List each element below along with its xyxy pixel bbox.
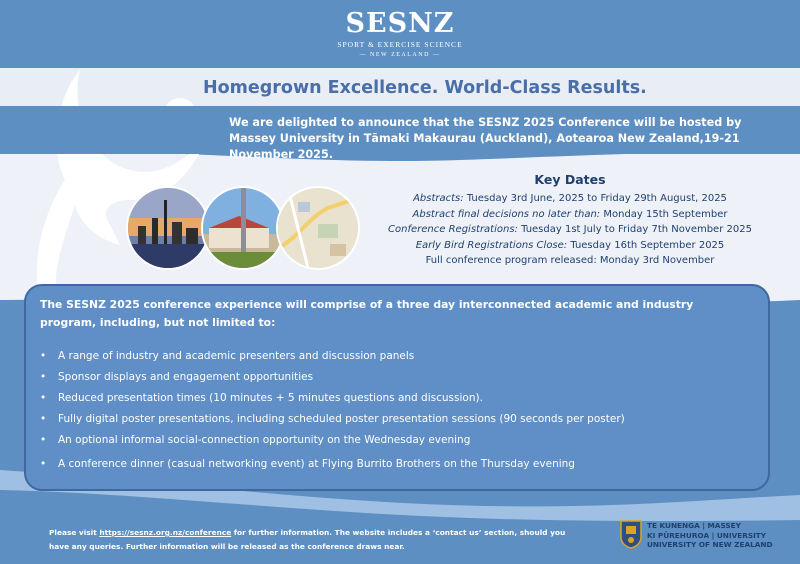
bullet-icon: • <box>40 413 47 425</box>
campus-building-photo <box>201 186 285 270</box>
key-date-value: Tuesday 1st July to Friday 7th November 2025 <box>517 224 752 235</box>
key-dates-section <box>380 172 760 269</box>
massey-line-3: UNIVERSITY OF NEW ZEALAND <box>647 540 773 549</box>
key-date-value: Monday 15th September <box>600 208 728 220</box>
program-list-item: • A range of industry and academic presenters and discussion panels <box>40 346 625 367</box>
announcement-band <box>0 106 800 161</box>
massey-line-1: TE KUNENGA | MASSEY <box>647 521 741 530</box>
program-list-item: • Reduced presentation times (10 minutes + 5 minutes questions and discussion). <box>40 388 625 409</box>
key-date-label: Abstracts: <box>413 193 464 204</box>
program-intro: The SESNZ 2025 conference experience will comprise of a three day interconnected academic and industry program, including, but not limited to: <box>40 298 694 329</box>
key-date-row <box>380 238 760 254</box>
conference-link[interactable]: https://sesnz.org.nz/conference <box>99 528 232 537</box>
key-date-label: Early Bird Registrations Close: <box>415 239 568 251</box>
massey-text <box>647 521 773 550</box>
bullet-icon: • <box>40 434 47 446</box>
massey-line-2: KI PŪREHUROA | UNIVERSITY <box>647 530 767 540</box>
key-date-row <box>380 191 760 207</box>
sesnz-logo <box>0 8 800 58</box>
program-box <box>24 284 770 491</box>
key-date-value: Tuesday 3rd June, 2025 to Friday 29th August, 2025 <box>463 193 727 204</box>
key-date-row <box>380 222 760 238</box>
bullet-icon: • <box>40 350 47 362</box>
announcement-text: We are delighted to announce that the SESNZ 2025 Conference will be hosted by Massey University in Tāmaki Makaurau (Auckland), Aotearoa New Zealand,19-21 November 2025. <box>229 116 742 161</box>
logo-country: — NEW ZEALAND — <box>359 52 441 58</box>
program-list <box>40 346 625 475</box>
key-dates-title: Key Dates <box>534 172 606 187</box>
key-date-label: Abstract final decisions no later than: <box>412 208 601 220</box>
key-date-value: Full conference program released: Monday 3rd November <box>425 255 715 266</box>
key-date-value: Tuesday 16th September 2025 <box>567 239 725 251</box>
campus-map-image <box>276 186 360 270</box>
key-date-label: Conference Registrations: <box>388 224 518 235</box>
program-list-item: • Sponsor displays and engagement opportunities <box>40 367 625 388</box>
massey-crest-icon <box>620 519 642 549</box>
key-date-row <box>380 253 760 269</box>
footer-text: Please visit https://sesnz.org.nz/conference for further information. The website includes a ‘contact us’ section, should you have any queries. Further information will be released as the conference draws near. <box>49 528 566 551</box>
bullet-icon: • <box>40 371 47 383</box>
key-date-row <box>380 207 760 223</box>
logo-main-text: SESNZ <box>345 8 455 39</box>
program-list-item: • Fully digital poster presentations, including scheduled poster presentation sessions (90 seconds per poster) <box>40 409 625 430</box>
bullet-icon: • <box>40 458 47 470</box>
program-list-item: • A conference dinner (casual networking event) at Flying Burrito Brothers on the Thursday evening <box>40 454 625 475</box>
logo-subtitle: SPORT & EXERCISE SCIENCE <box>337 40 463 49</box>
massey-university-logo <box>620 519 790 553</box>
headline-band <box>0 72 800 106</box>
headline: Homegrown Excellence. World-Class Results. <box>203 78 647 98</box>
bullet-icon: • <box>40 392 47 404</box>
program-list-item: • An optional informal social-connection opportunity on the Wednesday evening <box>40 430 625 451</box>
auckland-skyline-photo <box>126 186 210 270</box>
